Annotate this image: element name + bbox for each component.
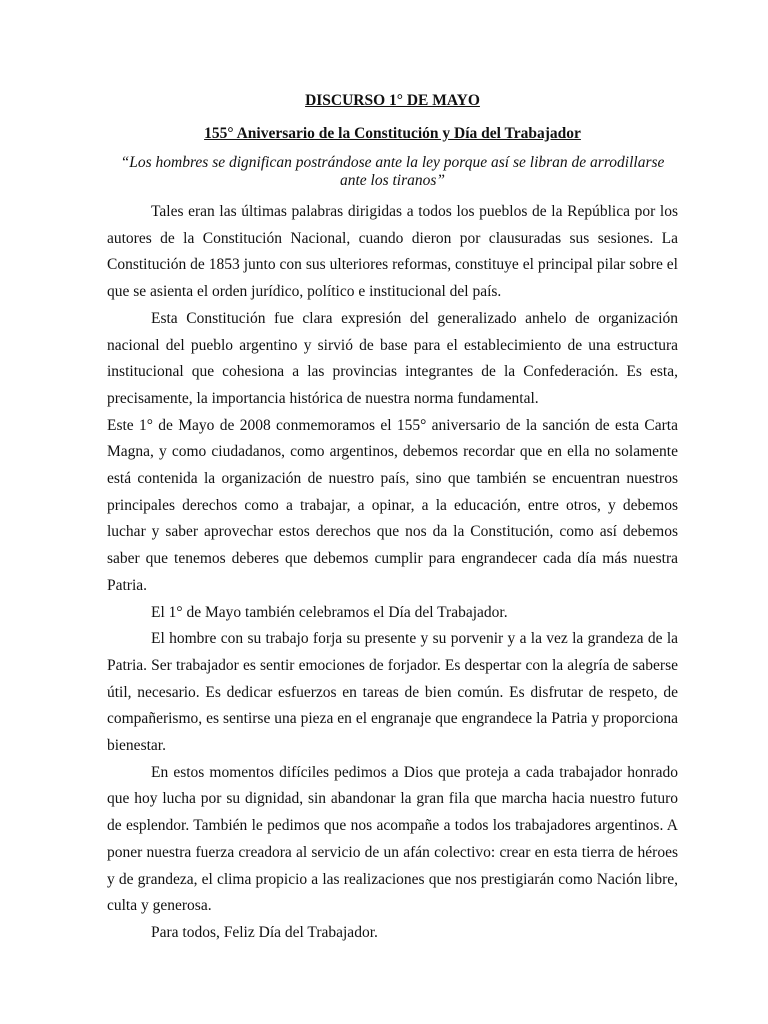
epigraph-quote: “Los hombres se dignifican postrándose ante la ley porque así se libran de arrodillarse ante los tiranos” (120, 154, 665, 189)
paragraph-1: Tales eran las últimas palabras dirigidas a todos los pueblos de la República por los autores de la Constitución Nacional, cuando dieron por clausuradas sus sesiones. La Constitución de 1853 junto con sus ulteriores reformas, constituye el principal pilar sobre el que se asienta el orden jurídico, político e institucional del país. (107, 203, 678, 301)
paragraph-5: El hombre con su trabajo forja su presente y su porvenir y a la vez la grandeza de la Patria. Ser trabajador es sentir emociones de forjador. Es despertar con la alegría de saberse útil, necesario. Es dedicar esfuerzos en tareas de bien común. Es disfrutar de respeto, de compañerismo, es sentirse una pieza en el engranaje que engrandece la Patria y proporciona bienestar. (107, 630, 678, 755)
paragraph-4: El 1° de Mayo también celebramos el Día del Trabajador. (151, 603, 508, 621)
paragraph-7: Para todos, Feliz Día del Trabajador. (151, 923, 378, 941)
document-subtitle: 155° Aniversario de la Constitución y Día del Trabajador (204, 125, 581, 142)
document-title: DISCURSO 1° DE MAYO (305, 92, 480, 109)
paragraph-6: En estos momentos difíciles pedimos a Dios que proteja a cada trabajador honrado que hoy lucha por su dignidad, sin abandonar la gran fila que marcha hacia nuestro futuro de esplendor. También le pedimos que nos acompañe a todos los trabajadores argentinos. A poner nuestra fuerza creadora al servicio de un afán colectivo: crear en esta tierra de héroes y de grandeza, el clima propicio a las realizaciones que nos prestigiarán como Nación libre, culta y generosa. (107, 763, 678, 915)
paragraph-2: Esta Constitución fue clara expresión del generalizado anhelo de organización nacional del pueblo argentino y sirvió de base para el establecimiento de una estructura institucional que cohesiona a las provincias integrantes de la Confederación. Es esta, precisamente, la importancia histórica de nuestra norma fundamental. (107, 309, 678, 407)
paragraph-3: Este 1° de Mayo de 2008 conmemoramos el 155° aniversario de la sanción de esta Carta Magna, y como ciudadanos, como argentinos, debemos recordar que en ella no solamente está contenida la organización de nuestro país, sino que también se encuentran nuestros principales derechos como a trabajar, a opinar, a la educación, entre otros, y debemos luchar y saber aprovechar estos derechos que nos da la Constitución, como así debemos saber que tenemos deberes que debemos cumplir para engrandecer cada día más nuestra Patria. (107, 416, 678, 594)
document-page (107, 90, 678, 947)
